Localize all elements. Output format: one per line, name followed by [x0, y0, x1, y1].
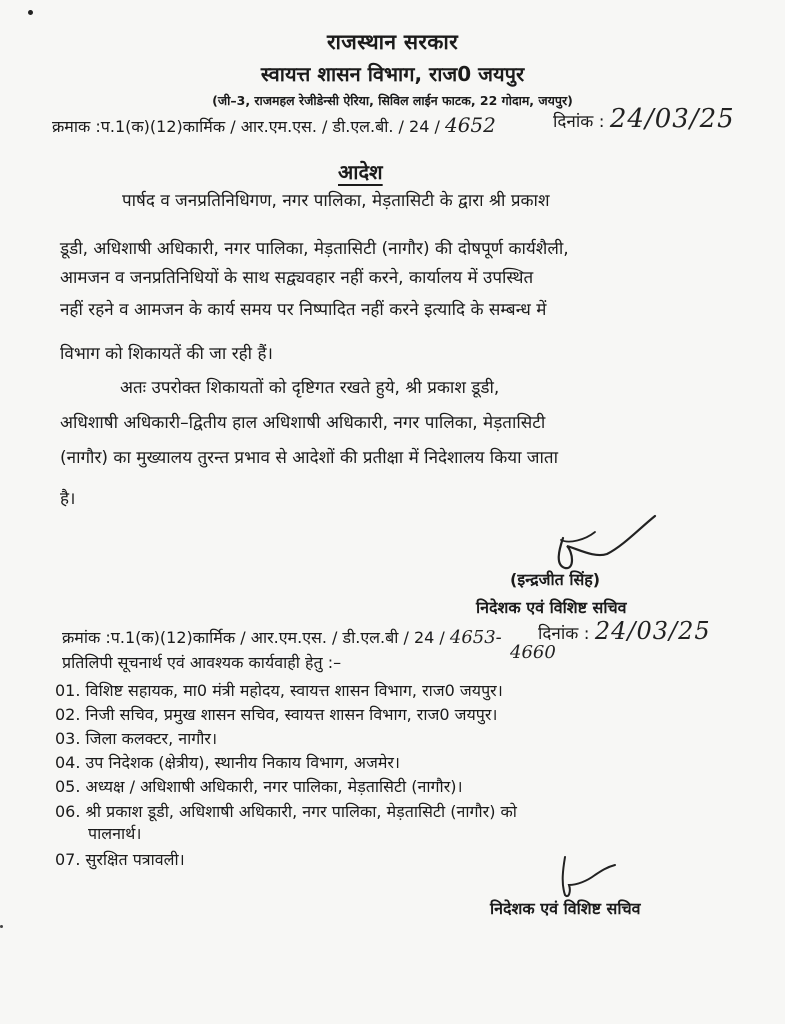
- copy-reference-number-end: 4660: [510, 642, 556, 663]
- signatory-designation: निदेशक एवं विशिष्ट सचिव: [476, 598, 627, 617]
- body-line: डूडी, अधिशाषी अधिकारी, नगर पालिका, मेड़तासिटी (नागौर) की दोषपूर्ण कार्यशैली,: [60, 239, 569, 259]
- copy-to-item: 02. निजी सचिव, प्रमुख शासन सचिव, स्वायत्त शासन विभाग, राज0 जयपुर।: [55, 705, 498, 724]
- body-line: अतः उपरोक्त शिकायतों को दृष्टिगत रखते हुये, श्री प्रकाश डूडी,: [120, 378, 500, 398]
- copy-to-item: 03. जिला कलक्टर, नागौर।: [55, 729, 218, 748]
- signature: [545, 510, 665, 575]
- copy-to-item: 01. विशिष्ट सहायक, मा0 मंत्री महोदय, स्वायत्त शासन विभाग, राज0 जयपुर।: [55, 681, 503, 700]
- order-reference-label: क्रमाक :प.1(क)(12)कार्मिक / आर.एम.एस. / डी.एल.बी. / 24 /: [52, 117, 440, 136]
- copy-date-label: दिनांक :: [538, 624, 590, 644]
- body-line: अधिशाषी अधिकारी–द्वितीय हाल अधिशाषी अधिकारी, नगर पालिका, मेड़तासिटी: [60, 413, 546, 433]
- order-reference-number: 4652: [444, 113, 496, 137]
- copy-to-item-continuation: पालनार्थ।: [88, 824, 142, 843]
- copy-date: [538, 617, 711, 645]
- body-line: आमजन व जनप्रतिनिधियों के साथ सद्व्यवहार नहीं करने, कार्यालय में उपस्थित: [60, 268, 534, 288]
- department-heading: स्वायत्त शासन विभाग, राज0 जयपुर: [260, 62, 525, 86]
- copy-to-item: 04. उप निदेशक (क्षेत्रीय), स्थानीय निकाय विभाग, अजमेर।: [55, 753, 400, 772]
- order-date: [553, 104, 735, 134]
- body-line: (नागौर) का मुख्यालय तुरन्त प्रभाव से आदेशों की प्रतीक्षा में निदेशालय किया जाता: [60, 448, 559, 468]
- copy-to-item: 07. सुरक्षित पत्रावली।: [55, 850, 185, 869]
- order-title: आदेश: [338, 160, 383, 184]
- copy-date-value: 24/03/25: [594, 617, 711, 645]
- order-date-label: दिनांक :: [553, 112, 605, 132]
- body-line: विभाग को शिकायतें की जा रही हैं।: [60, 344, 273, 364]
- body-line: पार्षद व जनप्रतिनिधिगण, नगर पालिका, मेड़तासिटी के द्वारा श्री प्रकाश: [122, 191, 550, 211]
- order-date-value: 24/03/25: [609, 104, 735, 134]
- government-heading: राजस्थान सरकार: [326, 30, 459, 54]
- scan-mark: [0, 925, 3, 928]
- copy-reference: [62, 626, 502, 648]
- body-line: है।: [60, 489, 76, 509]
- bottom-signatory-designation: निदेशक एवं विशिष्ट सचिव: [490, 899, 641, 918]
- order-reference: [52, 113, 496, 137]
- scan-mark: [28, 10, 33, 15]
- signatory-name: (इन्द्रजीत सिंह): [510, 570, 601, 589]
- department-address: (जी–3, राजमहल रेजीडेन्सी ऐरिया, सिविल लाईन फाटक, 22 गोदाम, जयपुर): [212, 93, 573, 108]
- copy-reference-label: क्रमांक :प.1(क)(12)कार्मिक / आर.एम.एस. / डी.एल.बी / 24 /: [62, 628, 445, 647]
- copy-to-item: 06. श्री प्रकाश डूडी, अधिशाषी अधिकारी, नगर पालिका, मेड़तासिटी (नागौर) को: [55, 802, 517, 821]
- copy-to-heading: प्रतिलिपी सूचनार्थ एवं आवश्यक कार्यवाही हेतु :–: [62, 653, 342, 672]
- copy-reference-number: 4653-: [449, 627, 502, 648]
- body-line: नहीं रहने व आमजन के कार्य समय पर निष्पादित नहीं करने इत्यादि के सम्बन्ध में: [60, 300, 547, 320]
- copy-to-item: 05. अध्यक्ष / अधिशाषी अधिकारी, नगर पालिका, मेड़तासिटी (नागौर)।: [55, 777, 463, 796]
